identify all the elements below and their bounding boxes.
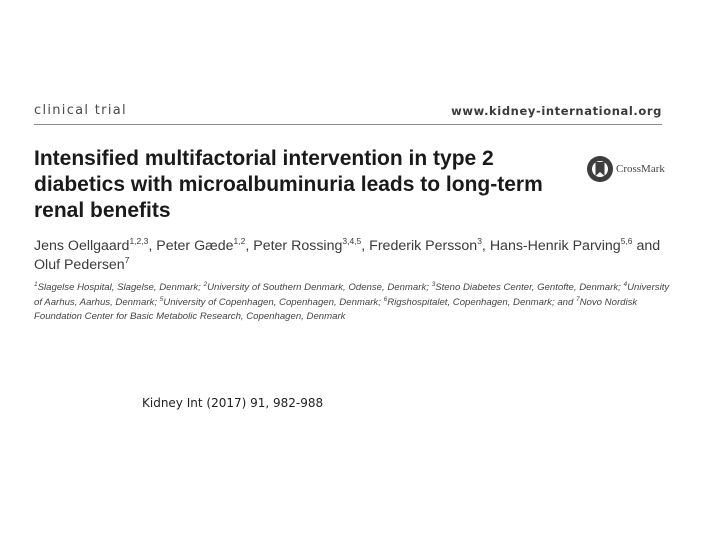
affiliation-text: Slagelse Hospital, Slagelse, Denmark; [37, 282, 204, 293]
author-separator: , [245, 238, 254, 254]
affiliation-text: University of Copenhagen, Copenhagen, Denmark; [163, 296, 384, 308]
author-name[interactable]: Jens Oellgaard [34, 238, 130, 254]
author-name[interactable]: Hans-Henrik Parving [489, 238, 621, 254]
section-label: clinical trial [34, 103, 127, 118]
author-affiliation-ref: 1,2 [233, 236, 246, 246]
affiliation-number: 6 [383, 295, 388, 303]
author-affiliation-ref: 3,4,5 [342, 236, 362, 246]
author-name[interactable]: Oluf Pedersen [34, 257, 125, 273]
author-affiliation-ref: 7 [124, 255, 130, 265]
crossmark-label: CrossMark [616, 163, 665, 175]
affiliation-text: University of Aarhus, Aarhus, Denmark; [34, 282, 670, 308]
author-name[interactable]: Peter Rossing [253, 238, 343, 254]
journal-url[interactable]: www.kidney-international.org [451, 104, 662, 118]
affiliation-number: 4 [623, 281, 628, 288]
author-separator: and [632, 238, 661, 254]
affiliation-conjunction: and [557, 296, 576, 308]
crossmark-badge[interactable] [586, 155, 676, 185]
affiliation-number: 3 [431, 281, 436, 288]
author-separator: , [148, 238, 157, 254]
author-separator: , [361, 238, 370, 254]
article-title: Intensified multifactorial intervention in type 2 diabetics with microalbuminuria leads to long-term renal benefits [34, 147, 543, 222]
crossmark-icon [586, 155, 614, 183]
author-separator: , [481, 238, 490, 254]
author-name[interactable]: Frederik Persson [369, 238, 478, 254]
citation: Kidney Int (2017) 91, 982-988 [142, 396, 324, 410]
affiliation-text: Novo Nordisk Foundation Center for Basic Metabolic Research, Copenhagen, Denmark [34, 296, 638, 322]
author-list [34, 237, 668, 275]
affiliation-text: University of Southern Denmark, Odense, Denmark; [207, 282, 432, 293]
author-affiliation-ref: 1,2,3 [129, 236, 149, 246]
affiliation-number: 5 [159, 295, 164, 303]
affiliation-number: 7 [576, 295, 580, 303]
author-name[interactable]: Peter Gæde [156, 238, 234, 254]
author-affiliation-ref: 5,6 [620, 236, 633, 246]
affiliation-text: Steno Diabetes Center, Gentofte, Denmark; [435, 282, 624, 293]
affiliation-number: 2 [203, 281, 208, 288]
author-affiliation-ref: 3 [477, 236, 482, 246]
affiliation-text: Rigshospitalet, Copenhagen, Denmark; [387, 296, 558, 308]
journal-header [34, 103, 662, 119]
affiliation-number: 1 [34, 281, 38, 288]
affiliation-list [34, 281, 674, 325]
header-divider [34, 124, 662, 125]
